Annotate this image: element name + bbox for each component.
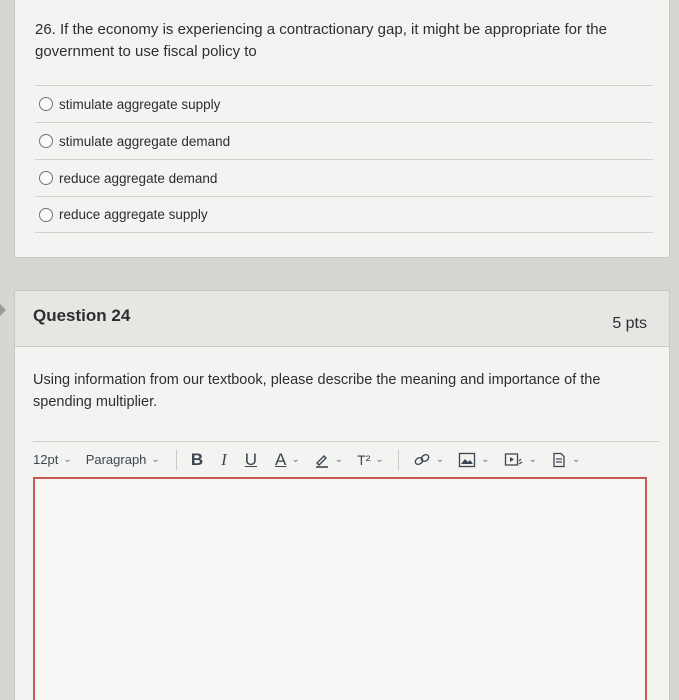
answer-list bbox=[35, 85, 653, 233]
radio-button[interactable] bbox=[39, 97, 53, 111]
chevron-down-icon: ⌄ bbox=[63, 454, 72, 465]
toolbar-divider bbox=[176, 450, 177, 470]
question-card-24 bbox=[14, 290, 670, 700]
toolbar-divider bbox=[398, 450, 399, 470]
answer-editor[interactable] bbox=[33, 477, 647, 700]
answer-option[interactable] bbox=[35, 85, 653, 122]
radio-button[interactable] bbox=[39, 134, 53, 148]
highlight-dropdown[interactable] bbox=[314, 452, 343, 468]
answer-option[interactable] bbox=[35, 159, 653, 196]
media-icon bbox=[504, 452, 524, 468]
collapse-marker bbox=[0, 304, 6, 316]
superscript-dropdown[interactable] bbox=[357, 452, 384, 468]
answer-label: stimulate aggregate demand bbox=[59, 133, 231, 149]
chevron-down-icon: ⌄ bbox=[528, 454, 537, 465]
question-card-previous bbox=[14, 0, 670, 258]
font-size-value: 12pt bbox=[33, 452, 59, 467]
question-header bbox=[15, 291, 669, 347]
chevron-down-icon: ⌄ bbox=[481, 454, 490, 465]
image-dropdown[interactable] bbox=[458, 452, 489, 468]
font-size-dropdown[interactable] bbox=[33, 452, 72, 467]
chevron-down-icon: ⌄ bbox=[334, 454, 344, 465]
highlighter-icon bbox=[314, 452, 330, 468]
chevron-down-icon: ⌄ bbox=[291, 454, 300, 465]
link-dropdown[interactable] bbox=[413, 452, 444, 468]
answer-label: reduce aggregate supply bbox=[59, 207, 208, 222]
question-text: Using information from our textbook, please describe the meaning and importance of the spending multiplier. bbox=[33, 372, 601, 410]
text-color-dropdown[interactable] bbox=[275, 450, 300, 470]
underline-button[interactable]: U bbox=[244, 449, 258, 469]
answer-option[interactable] bbox=[35, 196, 653, 233]
document-icon bbox=[551, 452, 567, 468]
bold-button[interactable]: B bbox=[190, 449, 204, 469]
radio-button[interactable] bbox=[39, 208, 53, 222]
answer-option[interactable] bbox=[35, 122, 653, 159]
question-title: Question 24 bbox=[33, 306, 131, 325]
media-dropdown[interactable] bbox=[504, 452, 537, 468]
block-format-dropdown[interactable] bbox=[86, 452, 160, 467]
block-format-value: Paragraph bbox=[85, 452, 147, 467]
link-icon bbox=[413, 452, 431, 468]
italic-button[interactable]: I bbox=[221, 449, 227, 469]
radio-button[interactable] bbox=[39, 171, 53, 185]
document-dropdown[interactable] bbox=[551, 452, 580, 468]
chevron-down-icon: ⌄ bbox=[571, 454, 581, 465]
editor-toolbar bbox=[33, 441, 659, 477]
chevron-down-icon: ⌄ bbox=[375, 454, 384, 465]
question-text: 26. If the economy is experiencing a contractionary gap, it might be appropriate for the government to use fiscal policy to bbox=[35, 21, 607, 60]
answer-label: stimulate aggregate supply bbox=[59, 96, 221, 112]
chevron-down-icon: ⌄ bbox=[435, 454, 445, 465]
question-points: 5 pts bbox=[612, 315, 647, 332]
superscript-icon: T² bbox=[357, 451, 371, 468]
answer-label: reduce aggregate demand bbox=[59, 170, 218, 186]
image-icon bbox=[458, 452, 476, 468]
chevron-down-icon: ⌄ bbox=[151, 454, 160, 465]
text-color-icon: A bbox=[275, 449, 287, 469]
